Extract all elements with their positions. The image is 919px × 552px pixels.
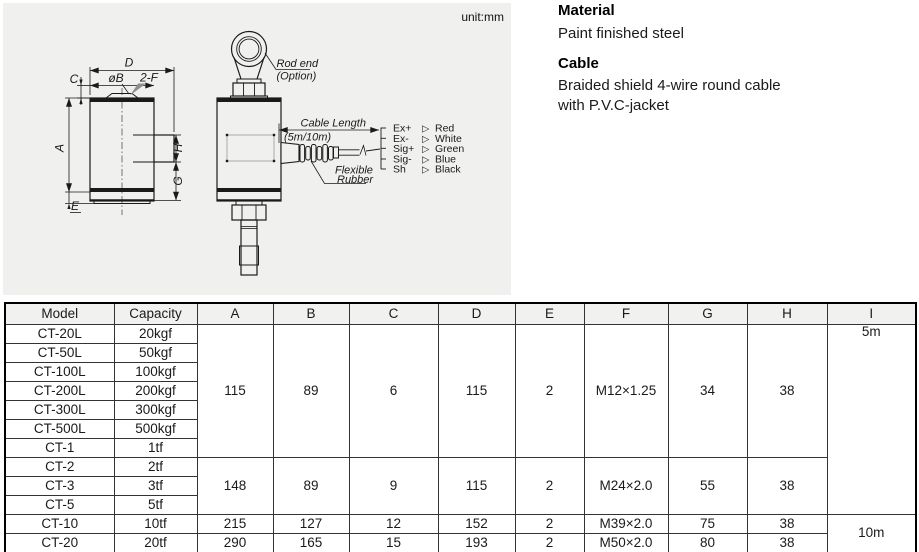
wire-color-4: Black: [435, 163, 461, 176]
model-cell: CT-100L: [5, 363, 114, 382]
dim-label-e: E: [70, 199, 80, 213]
dim-cell: 6: [349, 325, 438, 458]
capacity-cell: 5tf: [114, 496, 197, 515]
model-cell: CT-20L: [5, 325, 114, 344]
flexible-rubber-label-1: Flexible: [335, 164, 373, 177]
capacity-cell: 3tf: [114, 477, 197, 496]
capacity-cell: 300kgf: [114, 401, 197, 420]
capacity-cell: 1tf: [114, 439, 197, 458]
dim-cell: 193: [438, 534, 515, 552]
dim-cell: 80: [668, 534, 747, 552]
material-body: Paint finished steel: [558, 24, 684, 42]
dim-cell: M39×2.0: [584, 515, 668, 534]
dim-label-d: D: [124, 55, 134, 70]
cable-length-cell: 10m: [827, 515, 916, 552]
model-cell: CT-50L: [5, 344, 114, 363]
model-cell: CT-2: [5, 458, 114, 477]
dim-cell: 148: [197, 458, 273, 515]
wire-bracket: [381, 128, 386, 170]
capacity-cell: 10tf: [114, 515, 197, 534]
header-row: [5, 303, 916, 325]
wire-marker-1: ▷: [422, 133, 430, 145]
dim-cell: 75: [668, 515, 747, 534]
dim-cell: 89: [273, 325, 349, 458]
unit-label: unit:mm: [461, 10, 504, 24]
col-header-a: A: [197, 303, 273, 325]
wire-signal-4: Sh: [393, 163, 406, 176]
model-cell: CT-5: [5, 496, 114, 515]
capacity-cell: 200kgf: [114, 382, 197, 401]
wire-signal-2: Sig+: [393, 142, 415, 155]
table-row: [5, 325, 916, 344]
rod-end-option-label: (Option): [276, 70, 317, 83]
table-row: [5, 458, 916, 477]
dim-label-h: H: [171, 143, 185, 153]
gauge-area: [227, 135, 274, 161]
dim-cell: 127: [273, 515, 349, 534]
load-cell-drawing: [3, 3, 511, 295]
dim-cell: 38: [747, 458, 827, 515]
dim-cell: 215: [197, 515, 273, 534]
wire-marker-2: ▷: [422, 143, 430, 155]
model-cell: CT-10: [5, 515, 114, 534]
dim-cell: 9: [349, 458, 438, 515]
dim-label-a: A: [52, 143, 67, 153]
col-header-f: F: [584, 303, 668, 325]
col-header-h: H: [747, 303, 827, 325]
dim-cell: 55: [668, 458, 747, 515]
wire-signal-0: Ex+: [393, 122, 412, 135]
col-header-g: G: [668, 303, 747, 325]
flexible-rubber-boot: [300, 145, 333, 163]
top-hex-nut: [233, 83, 265, 96]
dim-cell: 2: [515, 458, 584, 515]
cable-length-value: (5m/10m): [284, 131, 332, 144]
model-cell: CT-1: [5, 439, 114, 458]
wire-marker-0: ▷: [422, 123, 430, 135]
model-cell: CT-500L: [5, 420, 114, 439]
dim-label-b: øB: [108, 71, 124, 85]
dimension-table: [4, 302, 917, 552]
model-cell: CT-3: [5, 477, 114, 496]
material-title: Material: [558, 2, 615, 19]
wire-color-2: Green: [435, 142, 465, 155]
dim-label-c: C: [69, 72, 79, 86]
dim-cell: 38: [747, 515, 827, 534]
dim-cell: 89: [273, 458, 349, 515]
dim-cell: 34: [668, 325, 747, 458]
wire-color-3: Blue: [435, 153, 457, 166]
model-cell: CT-300L: [5, 401, 114, 420]
spec-info: [558, 2, 888, 127]
col-header-capacity: Capacity: [114, 303, 197, 325]
cable-title: Cable: [558, 54, 599, 72]
capacity-cell: 20tf: [114, 534, 197, 552]
front-view: [90, 88, 174, 215]
wire-color-0: Red: [435, 122, 455, 135]
dim-cell: 38: [747, 534, 827, 552]
flexible-rubber-label-2: Rubber: [337, 174, 374, 186]
wire-marker-4: ▷: [422, 164, 430, 176]
cable: [339, 146, 381, 156]
wire-labels: [393, 123, 464, 176]
capacity-cell: 20kgf: [114, 325, 197, 344]
dim-cell: 115: [197, 325, 273, 458]
capacity-cell: 500kgf: [114, 420, 197, 439]
cable-body-line2: with P.V.C-jacket: [558, 97, 669, 115]
cable-connector: [281, 143, 299, 164]
wire-signal-3: Sig-: [393, 153, 412, 166]
dim-cell: M12×1.25: [584, 325, 668, 458]
dim-cell: 2: [515, 325, 584, 458]
dim-cell: 12: [349, 515, 438, 534]
dim-cell: M50×2.0: [584, 534, 668, 552]
dim-cell: 2: [515, 515, 584, 534]
wire-signal-1: Ex-: [393, 132, 409, 145]
wire-color-1: White: [435, 132, 462, 145]
col-header-c: C: [349, 303, 438, 325]
wire-marker-3: ▷: [422, 154, 430, 166]
dim-cell: 115: [438, 325, 515, 458]
capacity-cell: 100kgf: [114, 363, 197, 382]
cable-length-label: Cable Length: [300, 117, 366, 130]
col-header-b: B: [273, 303, 349, 325]
capacity-cell: 2tf: [114, 458, 197, 477]
table-row: [5, 534, 916, 552]
model-cell: CT-200L: [5, 382, 114, 401]
dim-cell: 38: [747, 325, 827, 458]
col-header-model: Model: [5, 303, 114, 325]
dim-cell: 2: [515, 534, 584, 552]
dim-label-g: G: [171, 176, 185, 186]
rod-end-label: Rod end: [276, 58, 319, 70]
bottom-band: [90, 188, 154, 192]
dim-cell: 152: [438, 515, 515, 534]
bottom-hex-nut: [232, 205, 266, 220]
col-header-i: I: [827, 303, 916, 325]
drawing-panel: [3, 3, 511, 295]
capacity-cell: 50kgf: [114, 344, 197, 363]
dim-label-f: 2-F: [140, 70, 158, 85]
col-header-d: D: [438, 303, 515, 325]
dim-cell: M24×2.0: [584, 458, 668, 515]
top-cap-band: [90, 99, 154, 103]
dim-cell: 15: [349, 534, 438, 552]
material-section: [558, 2, 888, 44]
cable-section: [558, 55, 888, 116]
dim-cell: 165: [273, 534, 349, 552]
dim-cell: 290: [197, 534, 273, 552]
col-header-e: E: [515, 303, 584, 325]
cable-body-line1: Braided shield 4-wire round cable: [558, 77, 781, 95]
dim-cell: 115: [438, 458, 515, 515]
model-cell: CT-20: [5, 534, 114, 552]
cable-length-cell: 5m: [827, 325, 916, 515]
table-row: [5, 515, 916, 534]
